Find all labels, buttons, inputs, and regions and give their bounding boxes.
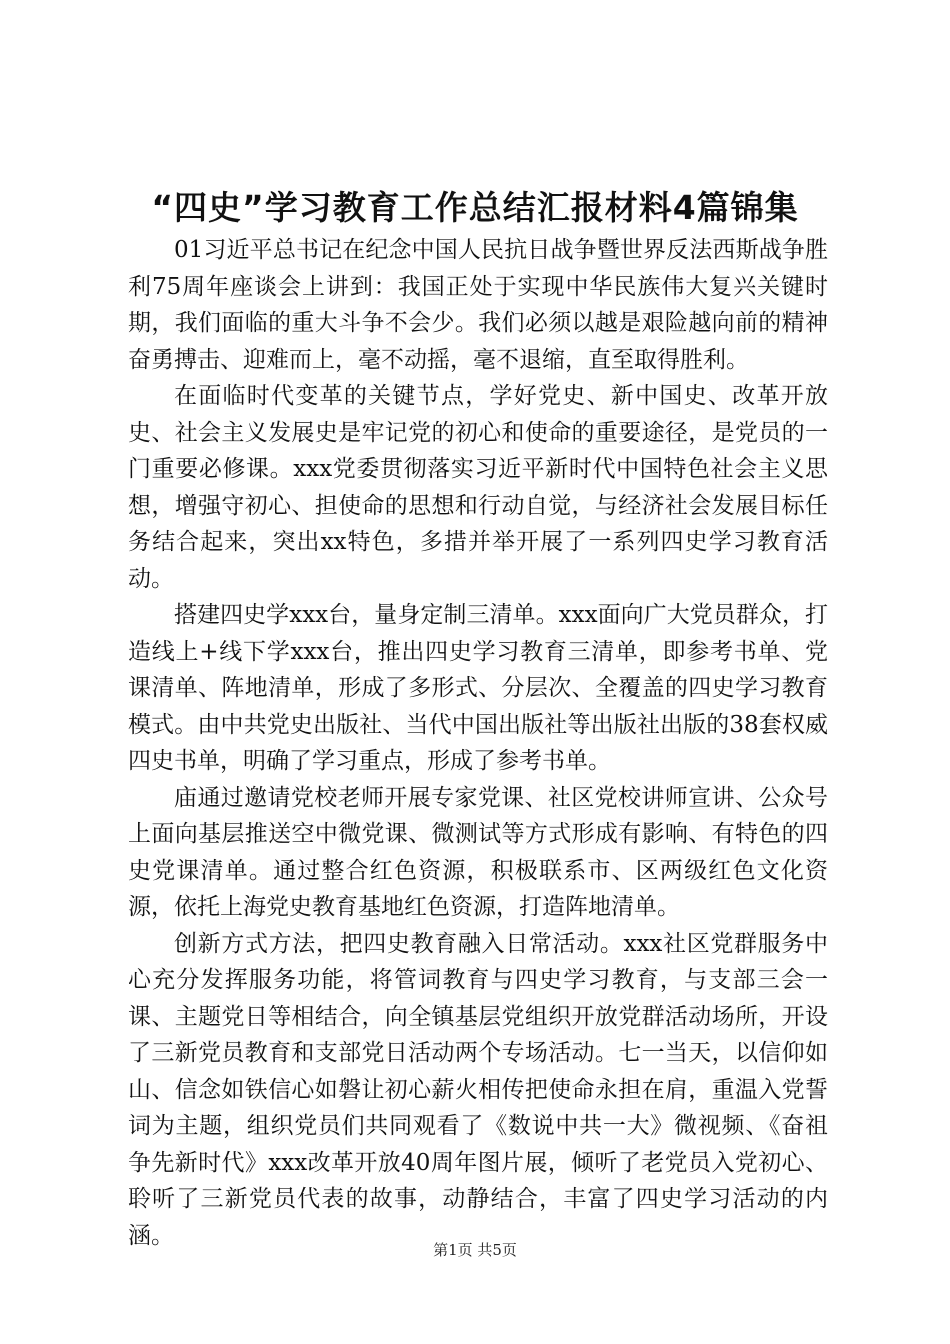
document-body [128, 232, 828, 1254]
paragraph-4: 庙通过邀请党校老师开展专家党课、社区党校讲师宣讲、公众号上面向基层推送空中微党课、微测试等方式形成有影响、有特色的四史党课清单。通过整合红色资源，积极联系市、区两级红色文化资源，依托上海党史教育基地红色资源，打造阵地清单。 [128, 784, 828, 920]
paragraph-5: 创新方式方法，把四史教育融入日常活动。xxx社区党群服务中心充分发挥服务功能，将管词教育与四史学习教育，与支部三会一课、主题党日等相结合，向全镇基层党组织开放党群活动场所，开设了三新党员教育和支部党日活动两个专场活动。七一当天，以信仰如山、信念如铁信心如磐让初心薪火相传把使命永担在肩，重温入党誓词为主题，组织党员们共同观看了《数说中共一大》微视频、《奋祖争先新时代》xxx改革开放40周年图片展，倾听了老党员入党初心、聆听了三新党员代表的故事，动静结合，丰富了四史学习活动的内涵。 [128, 930, 828, 1249]
page-footer: 第1页 共5页 [433, 1241, 517, 1259]
paragraph-3: 搭建四史学xxx台，量身定制三清单。xxx面向广大党员群众，打造线上+线下学xxx台，推出四史学习教育三清单，即参考书单、党课清单、阵地清单，形成了多形式、分层次、全覆盖的四史学习教育模式。由中共党史出版社、当代中国出版社等出版社出版的38套权威四史书单，明确了学习重点，形成了参考书单。 [128, 602, 828, 774]
paragraph-2: 在面临时代变革的关键节点，学好党史、新中国史、改革开放史、社会主义发展史是牢记党的初心和使命的重要途径，是党员的一门重要必修课。xxx党委贯彻落实习近平新时代中国特色社会主义思想，增强守初心、担使命的思想和行动自觉，与经济社会发展目标任务结合起来，突出xx特色，多措并举开展了一系列四史学习教育活动。 [128, 383, 828, 592]
document-title: “四史”学习教育工作总结汇报材料4篇锦集 [151, 188, 799, 227]
paragraph-1: 01习近平总书记在纪念中国人民抗日战争暨世界反法西斯战争胜利75周年座谈会上讲到：我国正处于实现中华民族伟大复兴关键时期，我们面临的重大斗争不会少。我们必须以越是艰险越向前的精神奋勇搏击、迎难而上，毫不动摇，毫不退缩，直至取得胜利。 [128, 237, 828, 373]
